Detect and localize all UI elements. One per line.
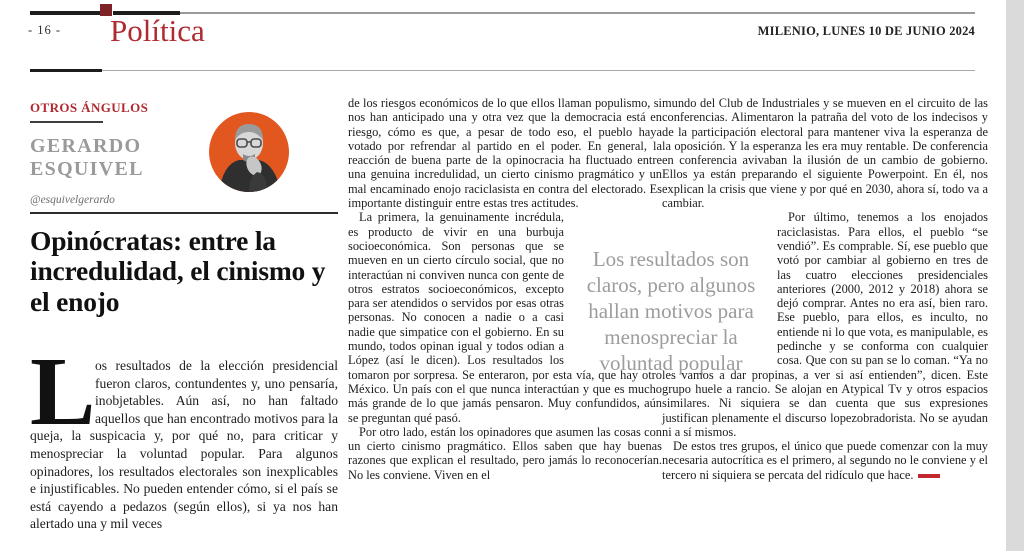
end-of-article-mark [918,474,940,478]
header-bottom-rule-segment [30,69,102,72]
drop-cap: L [30,337,96,446]
author-last-name: ESQUIVEL [30,158,144,180]
article-column-1 [30,337,338,533]
pull-quote: Los resultados son claros, pero algunos hallan motivos para menospreciar la voluntad popular [586,247,756,376]
body-paragraph-final [662,439,988,482]
column-kicker: OTROS ÁNGULOS [30,100,149,115]
pull-quote-wrap-spacer [662,210,768,360]
body-paragraph: Por otro lado, están los opinadores que asumen las cosas con un cierto cinismo pragmático. Ellos saben que hay buenas razones que explican el resultado, pero jamás lo reconocerían. No les conviene. Viven en el [348,424,662,482]
intro-paragraph [30,337,338,533]
kicker-underline [30,121,103,123]
final-paragraph-text: De estos tres grupos, el único que puede comenzar con la muy necesaria autocrítica es el primero, al segundo no le conviene y el tercero ni siquiera se percata del ridículo que hace. [662,439,988,482]
body-paragraph: Por último, tenemos a los enojados raciclasistas. Para ellos, el pueblo “se vendió”. Es comprable. Sí, ese pueblo que votó por cambiar al gobierno en tres de las cuatro elecciones presidenciales anteriores (2000, 2012 y 2018) ahora se dejó comprar. Antes no era así, bien raro. Ese pueblo, para ellos, es inculto, no entiende ni lo que vota, es manipulable, es pedinche y se conforma con cualquier cosa. Que con su pan se lo coman. “Ya no les vamos a dar propinas, a ver si así entienden”, dicen. Este grupo huele a rancio. Se alojan en Atypical Tv y otros espacios similares. Ni siquiera se dan cuenta que sus expresiones justifican plenamente el discurso lopezobradorista. No se ayudan ni a sí mismos. [662,210,988,439]
author-name [30,135,144,181]
top-rule-thin [180,12,975,14]
author-first-name: GERARDO [30,135,142,157]
author-handle: @esquivelgerardo [30,194,115,206]
byline-divider [30,212,338,214]
article-column-3 [662,96,988,482]
body-paragraph: mundo del Club de Industriales y se mueven en el circuito de las conferencias. Alimentaron la patraña del voto de los indecisos y de la participación electoral para mantener viva la esperanza de la oposición. Y la esperanza les era muy rentable. De conferencia en conferencia avivaban la ilusión de un cambio de gobierno. Ellos ya están preparando el siguiente Powerpoint. En él, nos explican la crisis que viene y por qué en 2030, ahora sí, todo va a cambiar. [662,96,988,211]
top-rule-segment [30,11,100,15]
author-portrait [209,112,289,192]
intro-text: os resultados de la elección presidencial fueron claros, contundentes y, uno pensaría, inobjetables. Aún así, no han faltado aquellos que han encontrado motivos para la queja, la suspicacia y, por qué no, para criticar y menospreciar la voluntad popular. Para algunos opinadores, los resultados electorales son inexplicables e injustificables. No pueden entender cómo, si el país se está cayendo a pedazos (según ellos), si ya nos han alertado una y mil veces [30,358,338,532]
section-title: Política [110,13,205,48]
edition-dateline: MILENIO, LUNES 10 DE JUNIO 2024 [757,24,975,38]
article-headline: Opinócratas: entre la incredulidad, el cinismo y el enojo [30,225,326,317]
body-paragraph: de los riesgos económicos de lo que ellos llaman populismo, si nos han anticipado una y otra vez que la democracia está en riesgo, cómo es que, a pesar de todo eso, el pueblo haya votado por refrendar al partido en el poder. En general, la reacción de buena parte de la opinocracia ha fluctuado entre una genuina incredulidad, un cierto cinismo pragmático y un mal encaminado enojo raciclasista en contra del electorado. Es importante distinguir entre estas tres actitudes. [348,96,662,211]
header-bottom-rule-thin [102,70,975,71]
page-number: - 16 - [28,23,62,37]
body-paragraph: La primera, la genuinamente incrédula, es producto de vivir en una burbuja socioeconómica. Son personas que se mueven en un cierto círculo social, que no interactúan ni conviven nunca con gente de otros estratos socioeconómicos, excepto para ser atendidos o servidos por esas otras personas. No conocen a nadie o a casi nadie que simpatice con el gobierno. En su mundo, todos opinan igual y todos odian a López (así le dicen). Los resultados los tomaron por sorpresa. Se enteraron, por esta vía, que hay otro México. Un país con el que nunca interactúan y que es mucho más grande de lo que jamás pensaron. Muy confundidos, aún se preguntan qué pasó. [348,210,662,425]
author-portrait-icon [209,112,289,192]
viewer-edge-strip [1006,0,1024,551]
